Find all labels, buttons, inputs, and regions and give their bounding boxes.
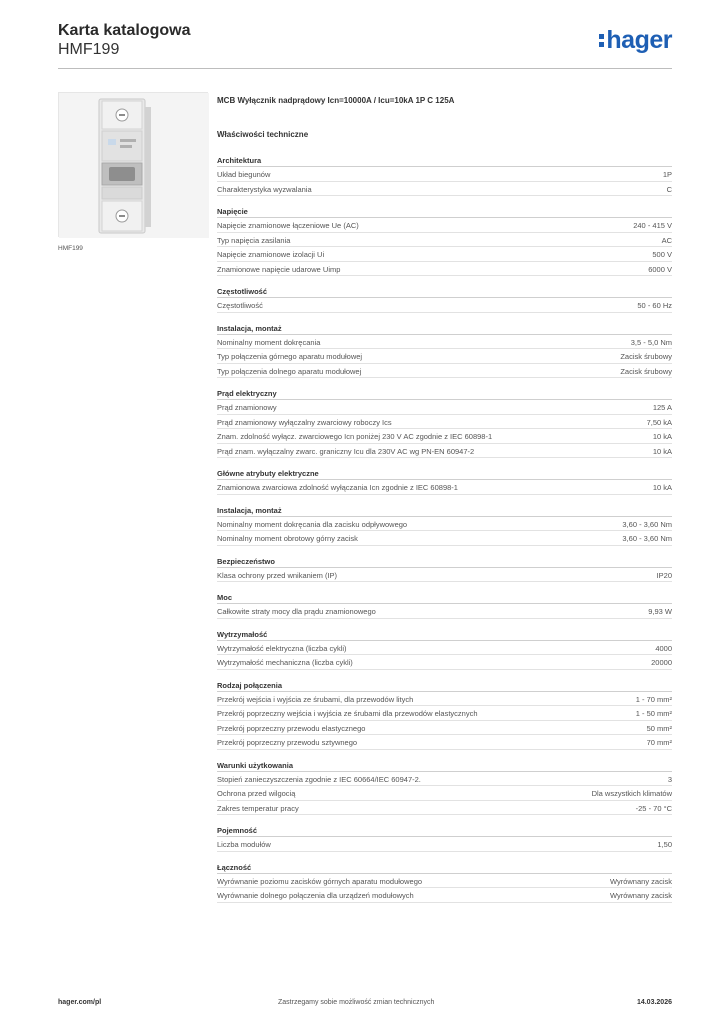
- hager-logo: [599, 26, 672, 55]
- property-section: [217, 154, 672, 196]
- property-section: [217, 628, 672, 670]
- property-value: -25 - 70 °C: [635, 803, 672, 813]
- property-value: 6000 V: [648, 264, 672, 274]
- section-title: Napięcie: [217, 205, 672, 218]
- property-value: 10 kA: [652, 483, 672, 492]
- property-label: Charakterystyka wyzwalania: [217, 184, 312, 194]
- property-row: [217, 167, 672, 182]
- property-row: [217, 568, 672, 583]
- property-row: [217, 641, 672, 656]
- property-row: [217, 721, 672, 736]
- property-value: 3,60 - 3,60 Nm: [622, 534, 672, 543]
- property-row: [217, 218, 672, 233]
- product-name: MCB Wyłącznik nadprądowy Icn=10000A / Icu=10kA 1P C 125A: [217, 96, 455, 105]
- property-label: Klasa ochrony przed wnikaniem (IP): [217, 570, 338, 580]
- property-row: [217, 517, 672, 532]
- logo-dots-icon: [599, 28, 605, 50]
- property-label: Częstotliwość: [217, 301, 263, 310]
- property-label: Przekrój poprzeczny przewodu elastycznego: [217, 723, 366, 733]
- property-label: Wytrzymałość elektryczna (liczba cykli): [217, 643, 347, 653]
- property-label: Wyrównanie poziomu zacisków górnych aparatu modułowego: [217, 876, 423, 886]
- property-row: [217, 400, 672, 415]
- property-label: Nominalny moment dokręcania dla zacisku odpływowego: [217, 519, 408, 529]
- property-value: 3,5 - 5,0 Nm: [630, 337, 672, 347]
- property-label: Ochrona przed wilgocią: [217, 789, 296, 798]
- section-title: Moc: [217, 591, 672, 604]
- property-value: AC: [661, 235, 672, 245]
- property-row: [217, 692, 672, 707]
- property-label: Układ biegunów: [217, 170, 271, 179]
- property-row: [217, 233, 672, 248]
- property-row: [217, 444, 672, 459]
- property-label: Napięcie znamionowe izolacji Ui: [217, 250, 325, 259]
- property-section: [217, 555, 672, 583]
- product-details: [217, 96, 672, 912]
- property-value: Zacisk śrubowy: [620, 366, 672, 376]
- property-label: Zakres temperatur pracy: [217, 803, 299, 813]
- property-value: 125 A: [652, 403, 672, 412]
- property-label: Typ połączenia dolnego aparatu modułowej: [217, 366, 362, 376]
- property-row: [217, 247, 672, 262]
- section-title: Łączność: [217, 861, 672, 874]
- property-value: 3,60 - 3,60 Nm: [622, 519, 672, 529]
- footer-notice: Zastrzegamy sobie możliwość zmian technicznych: [278, 999, 435, 1006]
- product-image: [58, 92, 208, 237]
- property-section: [217, 205, 672, 276]
- section-title: Instalacja, montaż: [217, 504, 672, 517]
- property-value: 1,50: [657, 840, 672, 849]
- property-label: Znamionowe napięcie udarowe Uimp: [217, 264, 341, 274]
- property-label: Prąd znamionowy wyłączalny zwarciowy roboczy Ics: [217, 417, 392, 427]
- property-label: Typ napięcia zasilania: [217, 235, 291, 245]
- property-value: 240 - 415 V: [633, 221, 672, 230]
- property-value: Wyrównany zacisk: [609, 876, 672, 886]
- property-value: 50 - 60 Hz: [637, 301, 672, 310]
- property-row: [217, 364, 672, 379]
- property-value: Dla wszystkich klimatów: [591, 789, 672, 798]
- property-row: [217, 874, 672, 889]
- property-section: [217, 467, 672, 495]
- property-section: [217, 504, 672, 546]
- property-label: Liczba modułów: [217, 840, 271, 849]
- section-title: Częstotliwość: [217, 285, 672, 298]
- section-title: Pojemność: [217, 824, 672, 837]
- property-row: [217, 335, 672, 350]
- properties-title: Właściwości techniczne: [217, 130, 309, 139]
- property-value: 1 - 50 mm²: [635, 709, 672, 718]
- property-row: [217, 888, 672, 903]
- property-section: [217, 759, 672, 816]
- property-value: 10 kA: [652, 432, 672, 441]
- property-label: Wyrównanie dolnego połączenia dla urządzeń modułowych: [217, 891, 414, 900]
- property-label: Napięcie znamionowe łączeniowe Ue (AC): [217, 221, 359, 230]
- property-value: 10 kA: [652, 446, 672, 456]
- property-section: [217, 387, 672, 458]
- logo-text: hager: [606, 26, 672, 54]
- property-value: 50 mm²: [646, 723, 672, 733]
- property-value: 1 - 70 mm²: [635, 694, 672, 704]
- property-row: [217, 298, 672, 313]
- page-header: [58, 22, 672, 68]
- property-value: C: [666, 184, 672, 194]
- property-value: 1P: [662, 170, 672, 179]
- property-label: Całkowite straty mocy dla prądu znamionowego: [217, 607, 376, 616]
- property-label: Nominalny moment dokręcania: [217, 337, 321, 347]
- property-value: Wyrównany zacisk: [609, 891, 672, 900]
- property-row: [217, 772, 672, 787]
- property-label: Nominalny moment obrotowy górny zacisk: [217, 534, 358, 543]
- property-label: Przekrój poprzeczny przewodu sztywnego: [217, 738, 358, 747]
- property-row: [217, 349, 672, 364]
- footer-website-link[interactable]: hager.com/pl: [58, 999, 102, 1006]
- property-row: [217, 182, 672, 197]
- property-row: [217, 262, 672, 277]
- header-divider: [58, 68, 672, 69]
- property-value: 500 V: [652, 250, 672, 259]
- property-row: [217, 786, 672, 801]
- property-section: [217, 591, 672, 619]
- property-section: [217, 861, 672, 903]
- product-image-caption: HMF199: [58, 245, 83, 252]
- document-title: Karta katalogowa: [58, 22, 191, 39]
- document-subtitle: HMF199: [58, 41, 120, 58]
- property-row: [217, 655, 672, 670]
- section-title: Architektura: [217, 154, 672, 167]
- property-value: 3: [667, 774, 672, 784]
- property-value: 20000: [651, 658, 672, 667]
- property-value: 4000: [655, 643, 672, 653]
- property-label: Prąd znamionowy: [217, 403, 277, 412]
- property-section: [217, 285, 672, 313]
- property-label: Typ połączenia górnego aparatu modułowej: [217, 352, 363, 361]
- circuit-breaker-icon: [59, 93, 209, 238]
- section-title: Bezpieczeństwo: [217, 555, 672, 568]
- property-row: [217, 735, 672, 750]
- section-title: Główne atrybuty elektryczne: [217, 467, 672, 480]
- property-section: [217, 322, 672, 379]
- property-label: Prąd znam. wyłączalny zwarc. graniczny Icu dla 230V AC wg PN-EN 60947-2: [217, 446, 475, 456]
- section-title: Warunki użytkowania: [217, 759, 672, 772]
- property-section: [217, 824, 672, 852]
- property-label: Znam. zdolność wyłącz. zwarciowego Icn poniżej 230 V AC zgodnie z IEC 60898-1: [217, 432, 493, 441]
- property-row: [217, 604, 672, 619]
- property-row: [217, 837, 672, 852]
- property-row: [217, 429, 672, 444]
- property-label: Znamionowa zwarciowa zdolność wyłączania Icn zgodnie z IEC 60898-1: [217, 483, 458, 492]
- property-label: Stopień zanieczyszczenia zgodnie z IEC 60664/IEC 60947-2.: [217, 774, 421, 784]
- footer-date: 14.03.2026: [636, 999, 672, 1006]
- property-label: Przekrój poprzeczny wejścia i wyjścia ze śrubami dla przewodów elastycznych: [217, 709, 478, 718]
- section-title: Wytrzymałość: [217, 628, 672, 641]
- property-row: [217, 531, 672, 546]
- property-value: 9,93 W: [648, 607, 672, 616]
- property-row: [217, 706, 672, 721]
- section-title: Prąd elektryczny: [217, 387, 672, 400]
- property-value: IP20: [656, 570, 672, 580]
- section-title: Instalacja, montaż: [217, 322, 672, 335]
- section-title: Rodzaj połączenia: [217, 679, 672, 692]
- property-row: [217, 801, 672, 816]
- property-label: Wytrzymałość mechaniczna (liczba cykli): [217, 658, 353, 667]
- property-value: Zacisk śrubowy: [620, 352, 672, 361]
- property-value: 70 mm²: [646, 738, 672, 747]
- property-row: [217, 415, 672, 430]
- technical-properties: [217, 154, 672, 903]
- property-value: 7,50 kA: [646, 417, 672, 427]
- property-row: [217, 480, 672, 495]
- property-label: Przekrój wejścia i wyjścia ze śrubami, dla przewodów litych: [217, 694, 414, 704]
- property-section: [217, 679, 672, 750]
